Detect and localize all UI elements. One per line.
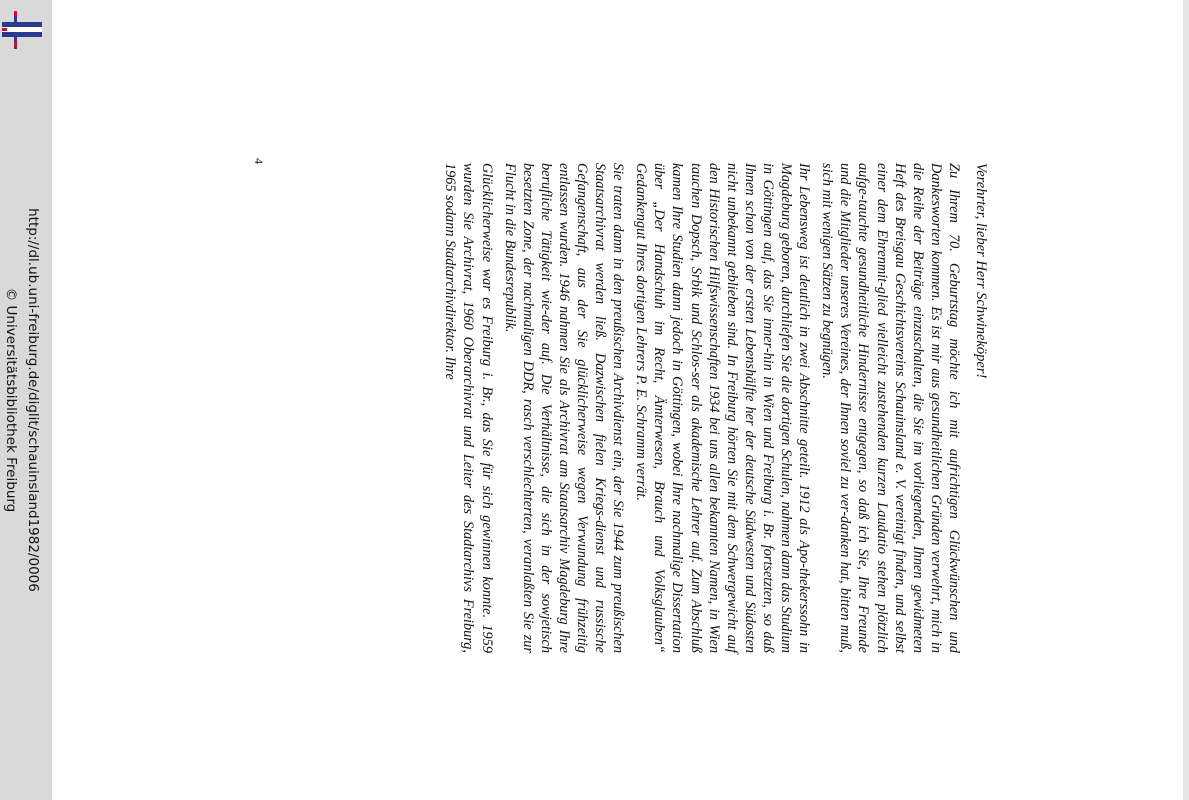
salutation: Verehrter, lieber Herr Schwineköper! <box>973 163 989 379</box>
copyright-notice: © Universitätsbibliothek Freiburg <box>3 287 19 513</box>
sidebar <box>0 0 52 800</box>
page-number: 4 <box>252 158 266 164</box>
paragraph: Glücklicherweise war es Freiburg i. Br., das Sie für sich gewinnen konnte. 1959 wurden Sie Archivrat, 1960 Oberarchivrat und Leiter des Stadtarchivs Freiburg, 1965 sodann Stadtarchivdirektor. Ihre <box>442 163 495 653</box>
paragraph: Zu Ihrem 70. Geburtstag möchte ich mit aufrichtigen Glückwünschen und Dankesworten kommen. Es ist mir aus gesundheitlichen Gründen verwehrt, mich in die Reihe der Beiträge einzuschalten, die Sie im vorliegenden, Ihnen gewidmeten Heft des Breisgau Geschichtsvereins Schauinsland e. V. vereinigt finden, und selbst einer dem Ehrenmit-glied vielleicht zustehenden kurzen Laudatio stehen plötzlich aufge-tauchte gesundheitliche Hindernisse entgegen, so daß ich Sie, Ihre Freunde und die Mitglieder unseres Vereines, der Ihnen soviel zu ver-danken hat, bitten muß, sich mit wenigen Sätzen zu begnügen. <box>819 163 962 653</box>
paragraph: Sie traten dann in den preußischen Archivdienst ein, der Sie 1944 zum preußischen Staatsarchivrat werden ließ. Dazwischen fielen Kriegs-dienst und russische Gefangenschaft, aus der Sie glücklicherweise wegen Verwundung frühzeitig entlassen wurden. 1946 nahmen Sie als Archivrat am Staatsarchiv Magdeburg Ihre berufliche Tätigkeit wie-der auf. Die Verhältnisse, die sich in der sowjetisch besetzten Zone, der nachmaligen DDR, rasch verschlechterten, veranlaßten Sie zur Flucht in die Bundesrepublik. <box>501 163 627 653</box>
paragraph: Ihr Lebensweg ist deutlich in zwei Abschnitte geteilt. 1912 als Apo-thekerssohn in Magdeburg geboren, durchliefen Sie die dortigen Schulen, nahmen dann das Studium in Göttingen auf, das Sie inner-hin in Wien und Freiburg i. Br. fortsetzten, so daß Ihnen schon von der ersten Lebenshälfte her der deutsche Südwesten und Südosten nicht unbekannt geblieben sind. In Freiburg hörten Sie mit dem Schwergewicht auf den Historischen Hilfswissenschaften 1934 bei uns allen bekannten Namen, in Wien tauchen Dopsch, Srbik und Schlos-ser als akademische Lehrer auf. Zum Abschluß kamen Ihre Studien dann jedoch in Göttingen, wobei Ihre nachmalige Dissertation über „Der Handschuh im Recht, Ämterwesen, Brauch und Volksglauben“ Gedankengut Ihres dortigen Lehrers P. E. Schramm verrät. <box>633 163 813 653</box>
source-url[interactable]: http://dl.ub.uni-freiburg.de/diglit/schauinsland1982/0006 <box>25 208 41 592</box>
scanned-page-text <box>436 163 990 653</box>
scrollbar-track[interactable] <box>1183 0 1189 800</box>
